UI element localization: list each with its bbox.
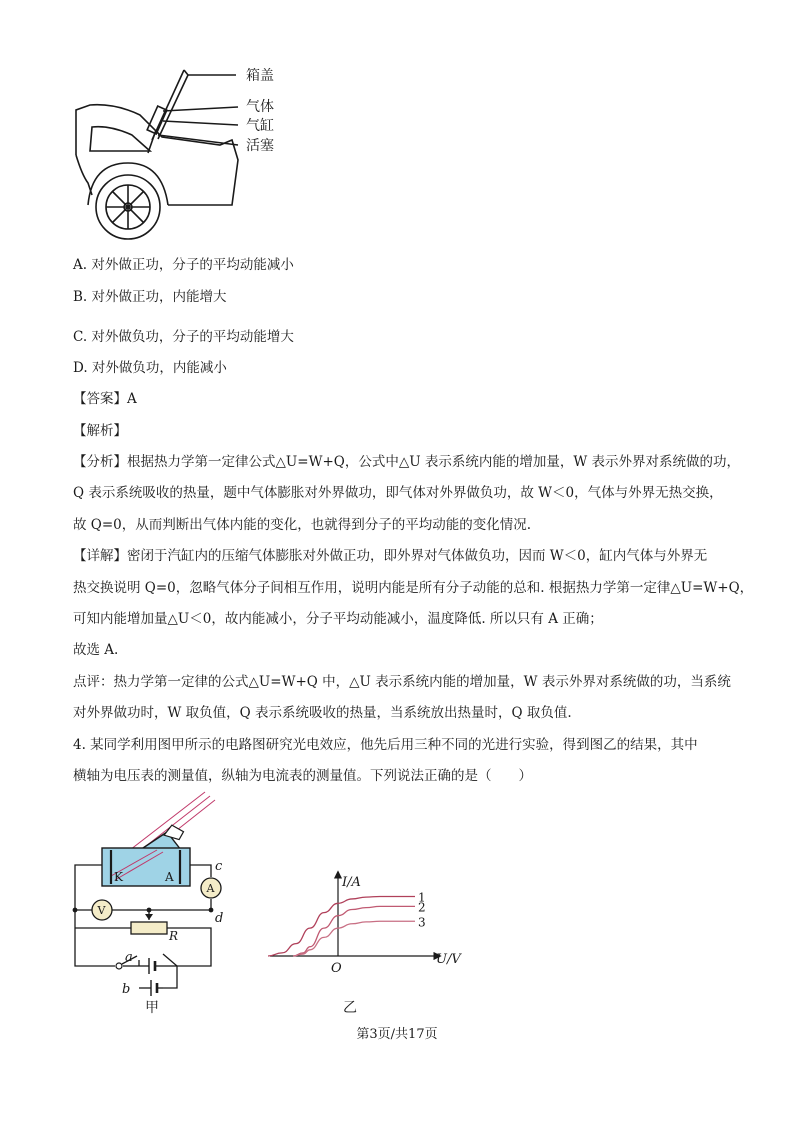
fenxi-line-3: 故 Q=0，从而判断出气体内能的变化，也就得到分子的平均动能的变化情况. xyxy=(73,517,532,533)
origin-label: O xyxy=(331,961,342,976)
iv-graph xyxy=(240,860,490,1020)
label-piston: 活塞 xyxy=(246,138,274,154)
answer-value: A xyxy=(127,391,137,407)
electrode-k-label: K xyxy=(114,870,123,884)
curve-3 xyxy=(293,921,415,956)
q4-stem-line-2: 横轴为电压表的测量值，纵轴为电流表的测量值。下列说法正确的是（ ） xyxy=(73,768,532,784)
fenxi-text-1: 根据热力学第一定律公式△U=W+Q，公式中△U 表示系统内能的增加量，W 表示外界对系统做的功， xyxy=(127,454,741,470)
curve-label-3: 3 xyxy=(418,915,426,930)
node-a-label: a xyxy=(125,950,133,965)
node-c-label: c xyxy=(215,859,223,874)
label-lid: 箱盖 xyxy=(246,68,274,84)
curve-1 xyxy=(268,896,415,956)
node-b-label: b xyxy=(122,982,131,997)
rheostat-label: R xyxy=(169,929,179,943)
xiangjie-line-2: 热交换说明 Q=0，忽略气体分子间相互作用，说明内能是所有分子动能的总和. 根据热力学第一定律△U=W+Q， xyxy=(73,580,754,596)
analysis-tag: 【解析】 xyxy=(73,423,127,439)
voltmeter-label: V xyxy=(97,904,106,917)
ammeter-label: A xyxy=(206,882,215,895)
option-a: A. 对外做正功，分子的平均动能减小 xyxy=(73,257,294,273)
fenxi-tag: 【分析】 xyxy=(73,454,127,470)
electrode-a-label: A xyxy=(165,870,174,884)
answer-row xyxy=(73,389,137,409)
fenxi-line-2: Q 表示系统吸收的热量，题中气体膨胀对外界做功，即气体对外界做负功，故 W＜0，气体与外界无热交换， xyxy=(73,485,723,501)
comment-line-2: 对外界做功时，W 取负值，Q 表示系统吸收的热量，当系统放出热量时，Q 取负值. xyxy=(73,705,572,721)
page-footer: 第3页/共17页 xyxy=(356,1027,438,1042)
xiangjie-line-1 xyxy=(73,546,707,566)
conclusion: 故选 A. xyxy=(73,642,119,658)
y-axis-label: I/A xyxy=(342,875,361,890)
curve-label-1: 1 xyxy=(418,890,426,905)
rheostat xyxy=(131,922,167,934)
curve-2 xyxy=(293,906,415,956)
xiangjie-line-3: 可知内能增加量△U＜0，故内能减小，分子平均动能减小，温度降低. 所以只有 A 正确； xyxy=(73,611,603,627)
circuit-figure xyxy=(65,790,245,1015)
node-d-label: d xyxy=(215,911,224,926)
x-axis-label: U/V xyxy=(436,952,461,967)
fenxi-line-1 xyxy=(73,452,740,472)
curve-label-2: 2 xyxy=(418,900,426,915)
comment-line-1: 点评：热力学第一定律的公式△U=W+Q 中，△U 表示系统内能的增加量，W 表示外界对系统做的功，当系统 xyxy=(73,674,731,690)
xiangjie-text-1: 密闭于汽缸内的压缩气体膨胀对外做正功，即外界对气体做负功，因而 W＜0，缸内气体与外界无 xyxy=(127,548,708,564)
label-gas: 气体 xyxy=(246,99,274,115)
graph-caption: 乙 xyxy=(343,1000,357,1016)
option-d: D. 对外做负功，内能减小 xyxy=(73,360,227,376)
car-trunk-figure xyxy=(70,55,310,245)
label-cylinder: 气缸 xyxy=(246,118,274,134)
option-c: C. 对外做负功，分子的平均动能增大 xyxy=(73,329,294,345)
answer-tag: 【答案】 xyxy=(73,391,127,407)
option-b: B. 对外做正功，内能增大 xyxy=(73,289,227,305)
xiangjie-tag: 【详解】 xyxy=(73,548,127,564)
circuit-caption: 甲 xyxy=(145,1000,159,1015)
q4-stem-line-1: 4. 某同学利用图甲所示的电路图研究光电效应，他先后用三种不同的光进行实验，得到图乙的结果，其中 xyxy=(73,737,698,753)
